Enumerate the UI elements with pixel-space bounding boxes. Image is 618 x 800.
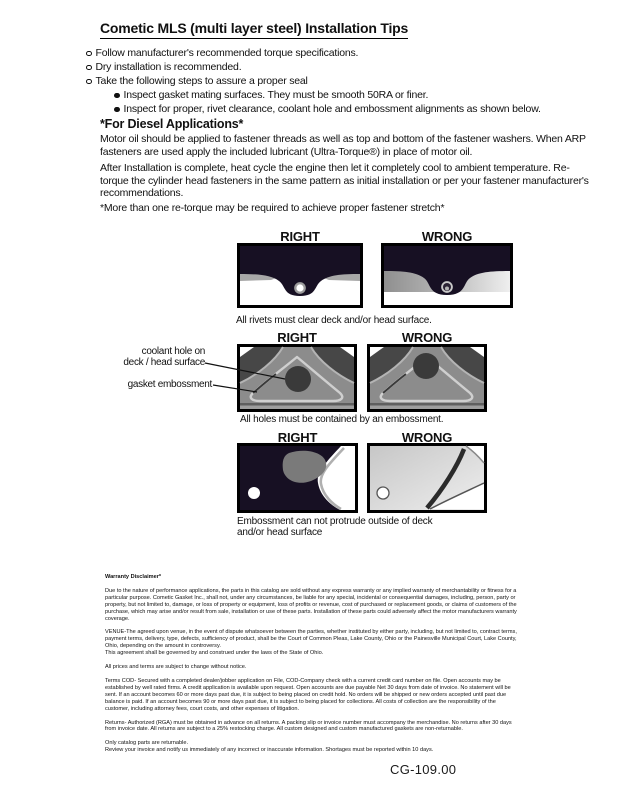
rivet-right-diagram xyxy=(237,243,363,308)
warranty-paragraph: VENUE-The agreed upon venue, in the event of dispute whatsoever between the parties, whether instituted by either party, including, but not limited to, contract terms, payment terms, delivery, type, defects, sufficiency of product, shall be the Court of Common Pleas, Lake County, Ohio or the Painesville Municipal Court, Lake County, Ohio, depending on the amount in controversy. xyxy=(105,629,517,650)
installation-tips-list xyxy=(86,46,591,116)
tip-item xyxy=(86,74,591,88)
wrong-label: WRONG xyxy=(421,229,473,244)
sub-tip-item xyxy=(86,102,591,116)
tip-text: Inspect gasket mating surfaces. They must be smooth 50RA or finer. xyxy=(123,89,429,101)
protrude-wrong-diagram xyxy=(367,443,487,513)
page-title: Cometic MLS (multi layer steel) Installation Tips xyxy=(100,20,408,39)
sub-tip-item xyxy=(86,88,591,102)
wrong-label: WRONG xyxy=(401,330,453,345)
tip-text: Take the following steps to assure a proper seal xyxy=(95,75,308,87)
dot-bullet-icon xyxy=(114,107,120,113)
circle-bullet-icon xyxy=(86,51,92,57)
right-label: RIGHT xyxy=(277,330,317,345)
coolant-hole-label: coolant hole on deck / head surface xyxy=(123,346,205,368)
wrong-label: WRONG xyxy=(401,430,453,445)
protrude-right-diagram xyxy=(237,443,358,513)
warranty-paragraph: Only catalog parts are returnable. xyxy=(105,740,189,747)
warranty-paragraph: All prices and terms are subject to change without notice. xyxy=(105,664,247,671)
gasket-embossment-label: gasket embossment xyxy=(127,379,212,390)
embossment-caption: All holes must be contained by an embossment. xyxy=(240,414,444,425)
warranty-disclaimer xyxy=(105,574,521,761)
diesel-paragraph-2: After Installation is complete, heat cycle the engine then let it completely cool to ambient temperature. Re-torque the cylinder head fasteners in the same pattern as initial installation or per your fastener manufacturer's recommendations. xyxy=(100,162,589,199)
warranty-paragraph: Returns- Authorized (RGA) must be obtained in advance on all returns. A packing slip or invoice number must accompany the merchandise. No returns after 30 days from invoice date. All returns are subject to a 25% restocking charge. All custom designed and custom manufactured gaskets are non-returnable. xyxy=(105,719,512,733)
right-label: RIGHT xyxy=(280,229,320,244)
diesel-paragraph-1: Motor oil should be applied to fastener threads as well as top and bottom of the fastener washers. When ARP fasteners are used apply the included lubricant (Ultra-Torque®) in place of motor oil. xyxy=(100,133,586,158)
right-label: RIGHT xyxy=(277,430,318,445)
diesel-heading: *For Diesel Applications* xyxy=(100,117,244,131)
warranty-paragraph: Review your invoice and notify us immediately of any incorrect or inaccurate information. Shortages must be reported within 10 days. xyxy=(105,747,434,754)
warranty-heading: Warranty Disclaimer* xyxy=(105,574,162,580)
warranty-paragraph: Terms COD- Secured with a completed dealer/jobber application on File, COD-Company check with a current credit card number on file. Open accounts may be established by well rated firms. A credit application is available upon request. Open accounts are due payable Net 30 days from date of invoice. No statement will be sent. If an account becomes 60 or more days past due, it is subject to being placed on credit hold. No orders will be shipped or new orders accepted until past due balance is paid. If an account becomes 90 or more days past due, it is subject to being placed for collections. All costs of collection are the responsibility of the customer, including attorney fees, court costs, and other expenses of litigation. xyxy=(105,677,511,712)
embossment-wrong-diagram xyxy=(367,344,487,412)
rivet-wrong-diagram xyxy=(381,243,513,308)
tip-text: Follow manufacturer's recommended torque specifications. xyxy=(95,47,359,59)
protrude-caption: Embossment can not protrude outside of deck and/or head surface xyxy=(237,516,433,538)
dot-bullet-icon xyxy=(114,93,120,99)
circle-bullet-icon xyxy=(86,65,92,71)
retorque-note: *More than one re-torque may be required to achieve proper fastener stretch* xyxy=(100,202,445,214)
tip-text: Dry installation is recommended. xyxy=(95,61,242,73)
tip-item xyxy=(86,60,591,74)
rivet-caption: All rivets must clear deck and/or head surface. xyxy=(236,315,432,326)
doc-code: CG-109.00 xyxy=(390,762,457,777)
tip-item xyxy=(86,46,591,60)
leader-lines xyxy=(85,340,295,400)
warranty-paragraph: This agreement shall be governed by and construed under the laws of the State of Ohio. xyxy=(105,650,324,657)
circle-bullet-icon xyxy=(86,79,92,85)
tip-text: Inspect for proper, rivet clearance, coolant hole and embossment alignments as shown below. xyxy=(123,103,541,115)
warranty-paragraph: Due to the nature of performance applications, the parts in this catalog are sold without any express warranty or any implied warranty of merchantability or fitness for a particular purpose. Cometic Gasket Inc., shall not, under any circumstances, be liable for any special, incidental or consequential damages, including, person, party or property, but not limited to, damage, or loss of property or equipment, loss of profits or revenue, cost of purchased or replacement goods, or claims of customers of the purchase, which may arise and/or result from sale, installation or use of these parts. Installation of these parts could adversely affect the motor manufacturers warranty coverage. xyxy=(105,587,517,622)
